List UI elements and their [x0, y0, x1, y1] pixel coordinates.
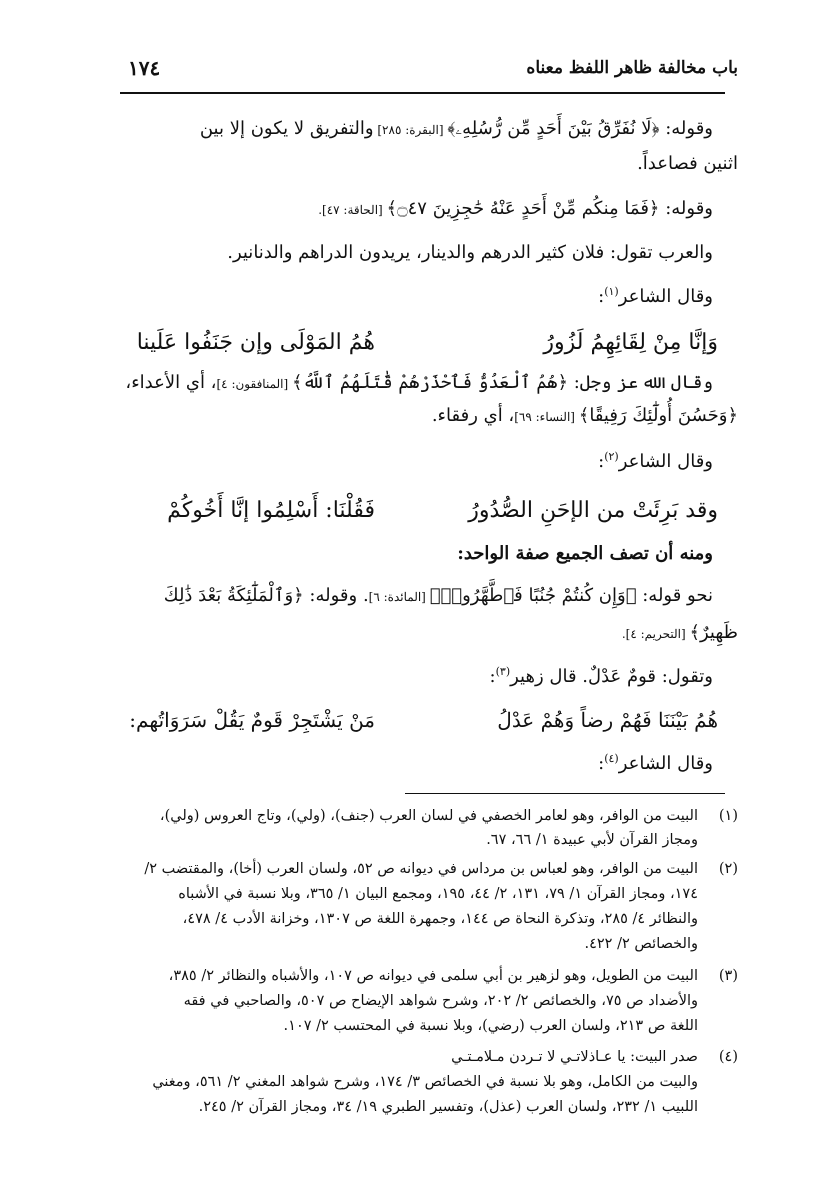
text: وقال الله عز وجل: — [568, 372, 713, 393]
text: ، أي الأعداء، — [125, 372, 217, 393]
footnote-line: والخصائص ٢/ ٤٢٢. — [584, 936, 698, 952]
body-line-10 — [622, 622, 738, 643]
footnote-number: (٣) — [718, 968, 738, 984]
footnote-line: ومجاز القرآن لأبي عبيدة ١/ ٦٦، ٦٧. — [486, 832, 698, 848]
body-line-5 — [598, 285, 713, 307]
text: . وقوله: — [303, 585, 369, 606]
quran-ref: [المنافقون: ٤] — [216, 377, 293, 391]
footnote-number: (٢) — [718, 861, 738, 877]
footnote-number: (١) — [718, 808, 738, 824]
footnote-line: والأضداد ص ٧٥، والخصائص ٢/ ٢٠٢، وشرح شواهد الإيضاح ص ٥٠٧، والصاحبي في فقه — [183, 993, 698, 1009]
body-line-3 — [318, 198, 713, 219]
text: وقوله: — [659, 198, 713, 219]
text: وقال الشاعر — [618, 286, 713, 307]
text: وقال الشاعر — [618, 451, 713, 472]
body-line-11 — [490, 665, 713, 687]
quran-quote: ﴿وَٱلْمَلَٰٓئِكَةُ بَعْدَ ذَٰلِكَ — [163, 585, 304, 606]
text: والتفريق لا يكون إلا بين — [199, 118, 374, 139]
footnote-line: والبيت من الكامل، وهو بلا نسبة في الخصائص ٣/ ١٧٤، وشرح شواهد المغني ٢/ ٥٦١، ومغني — [152, 1074, 698, 1090]
body-line-4: والعرب تقول: فلان كثير الدرهم والدينار، يريدون الدراهم والدنانير. — [227, 242, 713, 263]
text: : — [598, 753, 605, 774]
quran-ref: [النساء: ٦٩] — [514, 410, 579, 424]
quran-quote: ﴿وَحَسُنَ أُولَٰٓئِكَ رَفِيقًا﴾ — [578, 405, 738, 426]
footnote-line: ١٧٤، ومجاز القرآن ١/ ٧٩، ١٣١، ٢/ ٤٤، ١٩٥، ومجمع البيان ١/ ٣٦٥، وبلا نسبة في الأشباه — [178, 886, 698, 902]
footnote-line: البيت من الطويل، وهو لزهير بن أبي سلمى في ديوانه ص ١٠٧، والأشباه والنظائر ٢/ ٣٨٥، — [168, 968, 698, 984]
body-line-6 — [125, 372, 713, 393]
quran-ref: [البقرة: ٢٨٥] — [373, 123, 448, 137]
quran-ref: [الحاقة: ٤٧]. — [318, 203, 387, 217]
quran-quote: ﴿هُمُ ٱلْعَدُوُّ فَٱحْذَرْهُمْ قَٰتَلَهُمُ ٱللَّهُ﴾ — [292, 372, 569, 393]
verse-1-second-half: وَإنَّا مِنْ لِقَائِهِمُ لَزُورُ — [543, 330, 718, 355]
footnote-line: اللبيب ١/ ٢٣٢، ولسان العرب (عذل)، وتفسير الطبري ١٩/ ٣٤، ومجاز القرآن ٢/ ٢٤٥. — [198, 1099, 698, 1115]
text: نحو قوله: — [636, 585, 713, 606]
quran-quote: ظَهِيرٌ﴾ — [689, 622, 738, 643]
quran-quote: ﴿لَا نُفَرِّقُ بَيْنَ أَحَدٍ مِّن رُّسُلِهِۦ﴾ — [447, 118, 660, 139]
quran-quote: ﴿فَمَا مِنكُم مِّنْ أَحَدٍ عَنْهُ حَٰجِزِينَ ۝٤٧﴾ — [386, 198, 660, 219]
text: ، أي رفقاء. — [431, 405, 515, 426]
page-number: ١٧٤ — [128, 56, 161, 80]
footnote-line: البيت من الوافر، وهو لعامر الخصفي في لسان العرب (جنف)، (ولي)، وتاج العروس (ولي)، — [159, 808, 698, 824]
footnote-line: البيت من الوافر، وهو لعباس بن مرداس في ديوانه ص ٥٢، ولسان العرب (أخا)، والمقتضب ٢/ — [144, 861, 698, 877]
body-line-7 — [432, 405, 738, 426]
verse-2-second-half: وقد بَرِئَتْ من الإحَنِ الصُّدُورُ — [468, 498, 718, 523]
body-line-12 — [598, 752, 713, 774]
footnote-number: (٤) — [718, 1049, 738, 1065]
quran-quote: ﴿وَإِن كُنتُمْ جُنُبًا فَٱطَّهَّرُوا۟﴾ — [429, 585, 637, 606]
footnote-marker: (١) — [604, 285, 619, 298]
footnote-line: صدر البيت: يا عـاذلاتـي لا تـردن مـلامـتـي — [451, 1049, 698, 1065]
body-line-2: اثنين فصاعداً. — [637, 153, 738, 174]
section-heading: ومنه أن تصف الجميع صفة الواحد: — [457, 543, 713, 564]
text: : — [598, 451, 605, 472]
verse-3-second-half: هُمُ بَيْنَنَا فَهُمْ رضاً وَهُمْ عَدْلُ — [497, 708, 718, 732]
header-rule — [120, 92, 725, 94]
text: وتقول: قومٌ عَدْلٌ. قال زهير — [510, 666, 713, 687]
running-title: باب مخالفة ظاهر اللفظ معناه — [526, 58, 738, 78]
text: وقال الشاعر — [618, 753, 713, 774]
text: : — [598, 286, 605, 307]
body-line-1 — [200, 118, 713, 139]
footnote-marker: (٤) — [604, 752, 619, 765]
verse-1-first-half: هُمُ المَوْلَى وإن جَنَفُوا عَلَينا — [136, 330, 375, 355]
footnote-separator — [405, 793, 725, 794]
verse-2-first-half: فَقُلْنَا: أَسْلِمُوا إنَّا أَخُوكُمْ — [167, 498, 375, 523]
footnote-marker: (٣) — [495, 665, 511, 678]
quran-ref: [التحريم: ٤]. — [621, 627, 690, 641]
body-line-9 — [164, 585, 713, 606]
quran-ref: [المائدة: ٦] — [368, 590, 430, 604]
text: وقوله: — [659, 118, 713, 139]
footnote-line: اللغة ص ٢١٣، ولسان العرب (رضي)، وبلا نسبة في المحتسب ٢/ ١٠٧. — [283, 1018, 698, 1034]
text: : — [489, 666, 496, 687]
footnote-marker: (٢) — [604, 450, 619, 463]
body-line-8 — [598, 450, 713, 472]
footnote-line: والنظائر ٤/ ٢٨٥، وتذكرة النحاة ص ١٤٤، وجمهرة اللغة ص ١٣٠٧، وخزانة الأدب ٤/ ٤٧٨، — [182, 911, 698, 927]
verse-3-first-half: مَنْ يَشْتَجِرْ قَومٌ يَقُلْ سَرَوَاتُهم: — [129, 708, 375, 732]
